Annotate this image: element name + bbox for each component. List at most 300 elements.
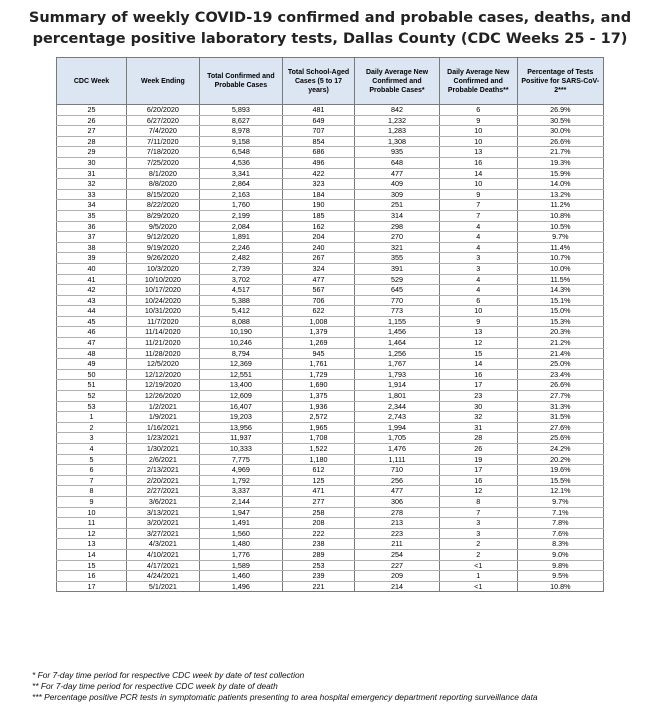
cell-total-cases: 19,203 <box>199 412 282 423</box>
cell-week-ending: 7/18/2020 <box>127 147 200 158</box>
cell-week-ending: 10/10/2020 <box>127 274 200 285</box>
cell-cdc-week: 38 <box>57 242 127 253</box>
cell-week-ending: 2/27/2021 <box>127 486 200 497</box>
cell-total-cases: 1,760 <box>199 200 282 211</box>
cell-daily-avg-cases: 1,767 <box>355 359 440 370</box>
cell-daily-avg-deaths: 7 <box>439 200 517 211</box>
table-row <box>57 444 604 455</box>
cell-week-ending: 3/13/2021 <box>127 507 200 518</box>
cell-week-ending: 1/2/2021 <box>127 401 200 412</box>
cell-percent-positive: 10.7% <box>517 253 603 264</box>
cell-school-aged-cases: 1,965 <box>282 422 354 433</box>
cell-school-aged-cases: 185 <box>282 210 354 221</box>
cell-school-aged-cases: 323 <box>282 179 354 190</box>
cell-total-cases: 10,190 <box>199 327 282 338</box>
cell-school-aged-cases: 1,269 <box>282 338 354 349</box>
cell-week-ending: 12/26/2020 <box>127 391 200 402</box>
cell-daily-avg-cases: 842 <box>355 105 440 116</box>
cell-total-cases: 4,536 <box>199 157 282 168</box>
cell-school-aged-cases: 2,572 <box>282 412 354 423</box>
table-row <box>57 327 604 338</box>
cell-total-cases: 10,246 <box>199 338 282 349</box>
table-row <box>57 475 604 486</box>
cell-week-ending: 12/5/2020 <box>127 359 200 370</box>
cell-daily-avg-cases: 1,476 <box>355 444 440 455</box>
cell-week-ending: 1/9/2021 <box>127 412 200 423</box>
cell-daily-avg-cases: 773 <box>355 306 440 317</box>
cell-cdc-week: 11 <box>57 518 127 529</box>
cell-week-ending: 8/15/2020 <box>127 189 200 200</box>
cell-week-ending: 9/26/2020 <box>127 253 200 264</box>
table-row <box>57 412 604 423</box>
cell-percent-positive: 26.6% <box>517 136 603 147</box>
cell-cdc-week: 52 <box>57 391 127 402</box>
cell-daily-avg-deaths: 16 <box>439 369 517 380</box>
cell-cdc-week: 41 <box>57 274 127 285</box>
cell-total-cases: 1,589 <box>199 560 282 571</box>
table-row <box>57 549 604 560</box>
cell-daily-avg-cases: 477 <box>355 486 440 497</box>
cell-percent-positive: 12.1% <box>517 486 603 497</box>
table-row <box>57 232 604 243</box>
cell-percent-positive: 11.5% <box>517 274 603 285</box>
cell-school-aged-cases: 204 <box>282 232 354 243</box>
cell-cdc-week: 12 <box>57 528 127 539</box>
cell-percent-positive: 13.2% <box>517 189 603 200</box>
cell-daily-avg-cases: 251 <box>355 200 440 211</box>
cell-week-ending: 4/10/2021 <box>127 549 200 560</box>
cell-percent-positive: 20.2% <box>517 454 603 465</box>
cell-daily-avg-cases: 1,155 <box>355 316 440 327</box>
cell-cdc-week: 10 <box>57 507 127 518</box>
cell-school-aged-cases: 162 <box>282 221 354 232</box>
cell-cdc-week: 25 <box>57 105 127 116</box>
cell-school-aged-cases: 267 <box>282 253 354 264</box>
cell-cdc-week: 35 <box>57 210 127 221</box>
cell-cdc-week: 36 <box>57 221 127 232</box>
cell-school-aged-cases: 208 <box>282 518 354 529</box>
cell-total-cases: 2,199 <box>199 210 282 221</box>
header-school-aged-cases: Total School-Aged Cases (5 to 17 years) <box>282 58 354 105</box>
cell-total-cases: 4,969 <box>199 465 282 476</box>
cell-daily-avg-deaths: 28 <box>439 433 517 444</box>
cell-school-aged-cases: 1,729 <box>282 369 354 380</box>
cell-daily-avg-cases: 355 <box>355 253 440 264</box>
cell-total-cases: 7,775 <box>199 454 282 465</box>
footnote-2: ** For 7-day time period for respective CDC week by date of death <box>32 681 278 691</box>
cell-percent-positive: 26.9% <box>517 105 603 116</box>
cell-school-aged-cases: 238 <box>282 539 354 550</box>
table-row <box>57 359 604 370</box>
cell-daily-avg-cases: 1,914 <box>355 380 440 391</box>
table-row <box>57 115 604 126</box>
cell-week-ending: 4/17/2021 <box>127 560 200 571</box>
cell-cdc-week: 45 <box>57 316 127 327</box>
cell-week-ending: 10/3/2020 <box>127 263 200 274</box>
cell-school-aged-cases: 686 <box>282 147 354 158</box>
cell-total-cases: 2,144 <box>199 496 282 507</box>
cell-school-aged-cases: 184 <box>282 189 354 200</box>
cell-week-ending: 6/20/2020 <box>127 105 200 116</box>
cell-daily-avg-cases: 223 <box>355 528 440 539</box>
cell-daily-avg-cases: 1,111 <box>355 454 440 465</box>
cell-total-cases: 8,627 <box>199 115 282 126</box>
cell-daily-avg-deaths: 7 <box>439 210 517 221</box>
cell-cdc-week: 5 <box>57 454 127 465</box>
cell-school-aged-cases: 1,690 <box>282 380 354 391</box>
table-row <box>57 157 604 168</box>
cell-percent-positive: 7.6% <box>517 528 603 539</box>
cell-total-cases: 1,496 <box>199 581 282 592</box>
cell-total-cases: 1,891 <box>199 232 282 243</box>
cell-daily-avg-deaths: 3 <box>439 263 517 274</box>
cell-school-aged-cases: 945 <box>282 348 354 359</box>
cell-daily-avg-deaths: 13 <box>439 147 517 158</box>
header-percent-positive: Percentage of Tests Positive for SARS-CoV-2*** <box>517 58 603 105</box>
cell-total-cases: 1,491 <box>199 518 282 529</box>
cell-cdc-week: 26 <box>57 115 127 126</box>
cell-total-cases: 3,702 <box>199 274 282 285</box>
cell-daily-avg-deaths: 16 <box>439 157 517 168</box>
cell-daily-avg-deaths: <1 <box>439 560 517 571</box>
cell-daily-avg-cases: 1,793 <box>355 369 440 380</box>
cell-school-aged-cases: 277 <box>282 496 354 507</box>
cell-daily-avg-deaths: 10 <box>439 306 517 317</box>
cell-percent-positive: 9.0% <box>517 549 603 560</box>
cell-cdc-week: 40 <box>57 263 127 274</box>
cell-daily-avg-deaths: 17 <box>439 380 517 391</box>
cell-total-cases: 2,864 <box>199 179 282 190</box>
cell-total-cases: 1,792 <box>199 475 282 486</box>
table-row <box>57 518 604 529</box>
cell-daily-avg-cases: 2,743 <box>355 412 440 423</box>
table-row <box>57 571 604 582</box>
cell-school-aged-cases: 1,936 <box>282 401 354 412</box>
cell-daily-avg-deaths: 7 <box>439 507 517 518</box>
cell-week-ending: 11/7/2020 <box>127 316 200 327</box>
cell-percent-positive: 31.3% <box>517 401 603 412</box>
cell-week-ending: 7/11/2020 <box>127 136 200 147</box>
table-row <box>57 295 604 306</box>
cell-week-ending: 11/21/2020 <box>127 338 200 349</box>
cell-daily-avg-cases: 648 <box>355 157 440 168</box>
footnote-1: * For 7-day time period for respective CDC week by date of test collection <box>32 670 305 680</box>
cell-total-cases: 2,084 <box>199 221 282 232</box>
cell-total-cases: 1,460 <box>199 571 282 582</box>
cell-daily-avg-deaths: 13 <box>439 327 517 338</box>
table-row <box>57 263 604 274</box>
cell-week-ending: 3/20/2021 <box>127 518 200 529</box>
cell-total-cases: 16,407 <box>199 401 282 412</box>
cell-cdc-week: 16 <box>57 571 127 582</box>
table-row <box>57 496 604 507</box>
cell-percent-positive: 9.5% <box>517 571 603 582</box>
cell-cdc-week: 53 <box>57 401 127 412</box>
cell-school-aged-cases: 854 <box>282 136 354 147</box>
cell-cdc-week: 44 <box>57 306 127 317</box>
table-row <box>57 581 604 592</box>
cell-percent-positive: 20.3% <box>517 327 603 338</box>
cell-school-aged-cases: 422 <box>282 168 354 179</box>
table-row <box>57 486 604 497</box>
cell-percent-positive: 15.0% <box>517 306 603 317</box>
cell-percent-positive: 10.5% <box>517 221 603 232</box>
cell-daily-avg-deaths: 10 <box>439 179 517 190</box>
cell-school-aged-cases: 1,008 <box>282 316 354 327</box>
table-row <box>57 433 604 444</box>
cell-daily-avg-deaths: 19 <box>439 454 517 465</box>
cell-percent-positive: 23.4% <box>517 369 603 380</box>
cell-school-aged-cases: 222 <box>282 528 354 539</box>
cell-cdc-week: 42 <box>57 285 127 296</box>
table-header-row <box>57 58 604 105</box>
cell-week-ending: 2/13/2021 <box>127 465 200 476</box>
cell-daily-avg-deaths: 4 <box>439 274 517 285</box>
cell-school-aged-cases: 239 <box>282 571 354 582</box>
cell-week-ending: 2/20/2021 <box>127 475 200 486</box>
cell-cdc-week: 17 <box>57 581 127 592</box>
cell-daily-avg-cases: 710 <box>355 465 440 476</box>
cell-cdc-week: 51 <box>57 380 127 391</box>
cell-daily-avg-deaths: 32 <box>439 412 517 423</box>
cell-daily-avg-cases: 935 <box>355 147 440 158</box>
cell-school-aged-cases: 649 <box>282 115 354 126</box>
cell-total-cases: 12,369 <box>199 359 282 370</box>
cell-school-aged-cases: 622 <box>282 306 354 317</box>
cell-daily-avg-deaths: 9 <box>439 189 517 200</box>
table-row <box>57 168 604 179</box>
table-row <box>57 285 604 296</box>
cell-percent-positive: 11.2% <box>517 200 603 211</box>
cell-daily-avg-cases: 477 <box>355 168 440 179</box>
cell-cdc-week: 15 <box>57 560 127 571</box>
cell-percent-positive: 30.5% <box>517 115 603 126</box>
cell-percent-positive: 27.7% <box>517 391 603 402</box>
cell-cdc-week: 33 <box>57 189 127 200</box>
cell-daily-avg-cases: 298 <box>355 221 440 232</box>
cell-cdc-week: 50 <box>57 369 127 380</box>
cell-total-cases: 3,337 <box>199 486 282 497</box>
cell-percent-positive: 24.2% <box>517 444 603 455</box>
cell-daily-avg-deaths: 8 <box>439 496 517 507</box>
cell-week-ending: 8/8/2020 <box>127 179 200 190</box>
cell-school-aged-cases: 612 <box>282 465 354 476</box>
table-row <box>57 306 604 317</box>
cell-daily-avg-deaths: 3 <box>439 528 517 539</box>
table-row <box>57 401 604 412</box>
table-row <box>57 253 604 264</box>
table-row <box>57 179 604 190</box>
cell-percent-positive: 10.8% <box>517 581 603 592</box>
cell-cdc-week: 31 <box>57 168 127 179</box>
cell-school-aged-cases: 496 <box>282 157 354 168</box>
table-row <box>57 126 604 137</box>
table-row <box>57 221 604 232</box>
table-row <box>57 316 604 327</box>
cell-daily-avg-cases: 209 <box>355 571 440 582</box>
cell-total-cases: 1,480 <box>199 539 282 550</box>
cell-school-aged-cases: 471 <box>282 486 354 497</box>
cell-daily-avg-deaths: 4 <box>439 285 517 296</box>
cell-percent-positive: 25.6% <box>517 433 603 444</box>
cell-percent-positive: 21.2% <box>517 338 603 349</box>
cell-percent-positive: 15.5% <box>517 475 603 486</box>
header-daily-avg-deaths: Daily Average New Confirmed and Probable Deaths** <box>439 58 517 105</box>
cell-school-aged-cases: 1,375 <box>282 391 354 402</box>
table-row <box>57 391 604 402</box>
cell-school-aged-cases: 253 <box>282 560 354 571</box>
table-row <box>57 105 604 116</box>
cell-daily-avg-deaths: 3 <box>439 518 517 529</box>
cell-percent-positive: 21.4% <box>517 348 603 359</box>
cell-total-cases: 12,609 <box>199 391 282 402</box>
cell-school-aged-cases: 1,379 <box>282 327 354 338</box>
cell-total-cases: 5,388 <box>199 295 282 306</box>
header-cdc-week: CDC Week <box>57 58 127 105</box>
cell-daily-avg-deaths: 31 <box>439 422 517 433</box>
cell-daily-avg-cases: 1,464 <box>355 338 440 349</box>
cell-total-cases: 2,246 <box>199 242 282 253</box>
cell-week-ending: 1/30/2021 <box>127 444 200 455</box>
cell-daily-avg-deaths: 30 <box>439 401 517 412</box>
cell-daily-avg-deaths: 26 <box>439 444 517 455</box>
cell-daily-avg-deaths: 4 <box>439 232 517 243</box>
table-row <box>57 422 604 433</box>
cell-school-aged-cases: 221 <box>282 581 354 592</box>
table-row <box>57 528 604 539</box>
cell-total-cases: 3,341 <box>199 168 282 179</box>
cell-cdc-week: 13 <box>57 539 127 550</box>
cell-daily-avg-deaths: 12 <box>439 486 517 497</box>
cell-daily-avg-deaths: 10 <box>439 136 517 147</box>
cell-week-ending: 1/16/2021 <box>127 422 200 433</box>
cell-school-aged-cases: 1,180 <box>282 454 354 465</box>
cell-total-cases: 11,937 <box>199 433 282 444</box>
cell-daily-avg-deaths: 14 <box>439 359 517 370</box>
cell-percent-positive: 7.1% <box>517 507 603 518</box>
cell-cdc-week: 49 <box>57 359 127 370</box>
cell-daily-avg-deaths: 15 <box>439 348 517 359</box>
cell-daily-avg-cases: 1,308 <box>355 136 440 147</box>
cell-school-aged-cases: 125 <box>282 475 354 486</box>
table-row <box>57 210 604 221</box>
cell-cdc-week: 2 <box>57 422 127 433</box>
cell-week-ending: 3/6/2021 <box>127 496 200 507</box>
cell-daily-avg-cases: 214 <box>355 581 440 592</box>
cell-daily-avg-cases: 256 <box>355 475 440 486</box>
cell-total-cases: 1,560 <box>199 528 282 539</box>
cell-percent-positive: 10.0% <box>517 263 603 274</box>
table-row <box>57 348 604 359</box>
cell-daily-avg-cases: 270 <box>355 232 440 243</box>
cell-daily-avg-cases: 309 <box>355 189 440 200</box>
cell-total-cases: 2,739 <box>199 263 282 274</box>
cell-total-cases: 2,482 <box>199 253 282 264</box>
cell-cdc-week: 9 <box>57 496 127 507</box>
cell-school-aged-cases: 1,761 <box>282 359 354 370</box>
cell-daily-avg-cases: 391 <box>355 263 440 274</box>
cell-total-cases: 1,947 <box>199 507 282 518</box>
cell-daily-avg-deaths: 23 <box>439 391 517 402</box>
cell-total-cases: 8,088 <box>199 316 282 327</box>
table-row <box>57 274 604 285</box>
cell-percent-positive: 7.8% <box>517 518 603 529</box>
cell-daily-avg-deaths: 9 <box>439 316 517 327</box>
cell-cdc-week: 47 <box>57 338 127 349</box>
cell-percent-positive: 8.3% <box>517 539 603 550</box>
cell-week-ending: 10/31/2020 <box>127 306 200 317</box>
cell-daily-avg-cases: 1,801 <box>355 391 440 402</box>
cell-percent-positive: 11.4% <box>517 242 603 253</box>
cell-cdc-week: 3 <box>57 433 127 444</box>
cell-daily-avg-cases: 770 <box>355 295 440 306</box>
cell-daily-avg-cases: 211 <box>355 539 440 550</box>
cell-daily-avg-cases: 2,344 <box>355 401 440 412</box>
cell-daily-avg-cases: 1,994 <box>355 422 440 433</box>
cell-percent-positive: 14.0% <box>517 179 603 190</box>
cell-daily-avg-cases: 1,232 <box>355 115 440 126</box>
document-title <box>0 0 660 50</box>
cell-cdc-week: 37 <box>57 232 127 243</box>
cell-week-ending: 10/17/2020 <box>127 285 200 296</box>
cell-percent-positive: 9.7% <box>517 496 603 507</box>
table-row <box>57 507 604 518</box>
cell-daily-avg-deaths: 1 <box>439 571 517 582</box>
cell-percent-positive: 9.8% <box>517 560 603 571</box>
table-row <box>57 242 604 253</box>
cell-week-ending: 4/24/2021 <box>127 571 200 582</box>
cell-daily-avg-cases: 645 <box>355 285 440 296</box>
cell-cdc-week: 30 <box>57 157 127 168</box>
cell-week-ending: 11/28/2020 <box>127 348 200 359</box>
cell-daily-avg-cases: 254 <box>355 549 440 560</box>
footnotes <box>32 670 538 703</box>
cell-percent-positive: 9.7% <box>517 232 603 243</box>
cell-cdc-week: 1 <box>57 412 127 423</box>
cell-school-aged-cases: 1,708 <box>282 433 354 444</box>
cell-week-ending: 10/24/2020 <box>127 295 200 306</box>
cell-week-ending: 12/12/2020 <box>127 369 200 380</box>
table-row <box>57 136 604 147</box>
cell-daily-avg-deaths: 16 <box>439 475 517 486</box>
cell-week-ending: 2/6/2021 <box>127 454 200 465</box>
cell-school-aged-cases: 1,522 <box>282 444 354 455</box>
cell-daily-avg-deaths: 4 <box>439 242 517 253</box>
cell-percent-positive: 25.0% <box>517 359 603 370</box>
cell-week-ending: 8/22/2020 <box>127 200 200 211</box>
cell-percent-positive: 31.5% <box>517 412 603 423</box>
cell-daily-avg-cases: 227 <box>355 560 440 571</box>
cell-daily-avg-cases: 409 <box>355 179 440 190</box>
cell-week-ending: 8/29/2020 <box>127 210 200 221</box>
table-row <box>57 465 604 476</box>
cell-school-aged-cases: 240 <box>282 242 354 253</box>
cell-school-aged-cases: 324 <box>282 263 354 274</box>
cell-total-cases: 8,794 <box>199 348 282 359</box>
cell-daily-avg-cases: 1,705 <box>355 433 440 444</box>
cell-week-ending: 7/25/2020 <box>127 157 200 168</box>
cell-percent-positive: 15.1% <box>517 295 603 306</box>
cell-total-cases: 5,893 <box>199 105 282 116</box>
cell-total-cases: 2,163 <box>199 189 282 200</box>
cell-daily-avg-deaths: 10 <box>439 126 517 137</box>
cell-daily-avg-deaths: 3 <box>439 253 517 264</box>
cell-cdc-week: 29 <box>57 147 127 158</box>
cell-week-ending: 3/27/2021 <box>127 528 200 539</box>
cell-cdc-week: 14 <box>57 549 127 560</box>
footnote-3: *** Percentage positive PCR tests in symptomatic patients presenting to area hospital emergency department reporting surveillance data <box>32 692 538 702</box>
cell-daily-avg-deaths: <1 <box>439 581 517 592</box>
